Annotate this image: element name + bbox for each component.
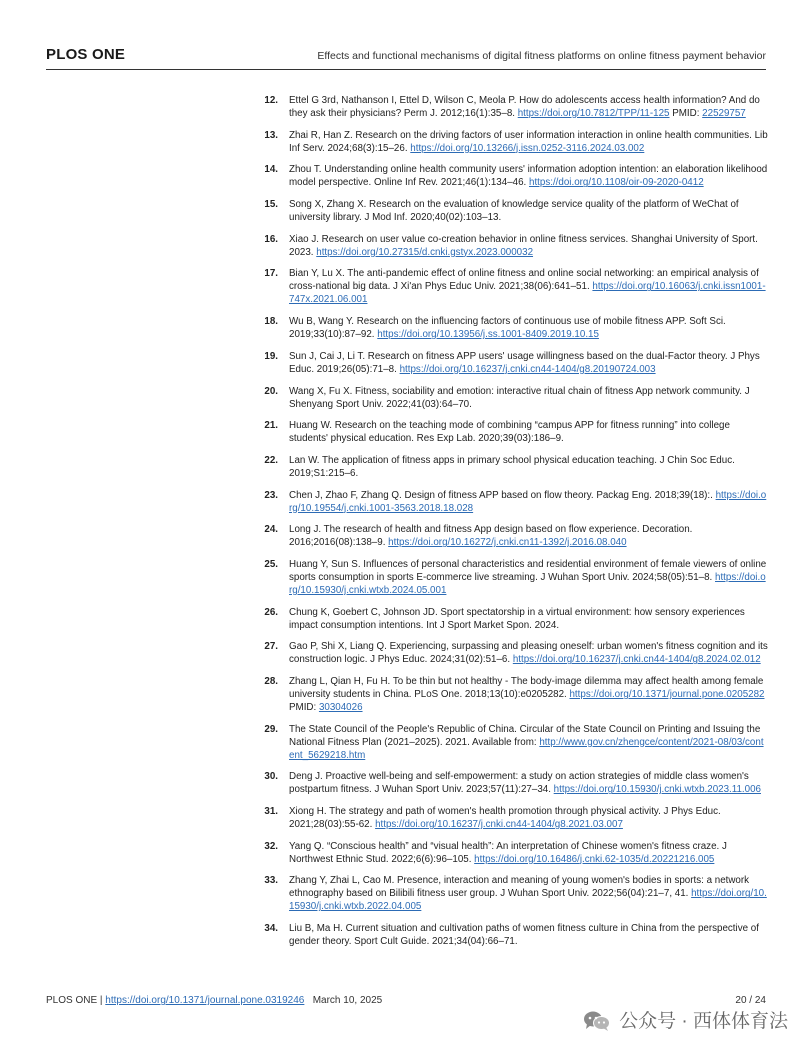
reference-doi-link[interactable]: https://doi.org/10.15930/j.cnki.wtxb.2023.11.006 bbox=[553, 784, 761, 796]
reference-text: Sun J, Cai J, Li T. Research on fitness APP users' usage willingness based on the dual-Factor theory. J Phys Educ. 2019;26(05):71–8. bbox=[289, 350, 760, 375]
reference-item bbox=[256, 129, 768, 155]
footer-doi-link[interactable]: https://doi.org/10.1371/journal.pone.0319246 bbox=[105, 995, 305, 1006]
reference-item bbox=[256, 606, 768, 632]
reference-text: Chen J, Zhao F, Zhang Q. Design of fitness APP based on flow theory. Packag Eng. 2018;39(18):. bbox=[289, 489, 716, 501]
reference-number: 21. bbox=[264, 420, 278, 432]
reference-number: 22. bbox=[264, 454, 278, 466]
reference-doi-link[interactable]: https://doi.org/10.1371/journal.pone.0205282 bbox=[569, 689, 765, 700]
reference-item bbox=[256, 198, 768, 224]
reference-text: Bian Y, Lu X. The anti-pandemic effect of online fitness and online social networking: an empirical analysis of cross-national big data. J Xi'an Phys Educ Univ. 2021;38(06):641–51. bbox=[289, 268, 759, 293]
journal-name: PLOS ONE bbox=[46, 46, 126, 63]
reference-number: 31. bbox=[264, 806, 278, 818]
reference-doi-link[interactable]: https://doi.org/10.16272/j.cnki.cn11-1392/j.2016.08.040 bbox=[388, 537, 627, 549]
reference-item bbox=[256, 163, 768, 189]
reference-text: Huang W. Research on the teaching mode of combining “campus APP for fitness running” into college students' physical education. Res Exp Lab. 2020;39(03):186–9. bbox=[289, 420, 730, 445]
reference-doi-link[interactable]: https://doi.org/10.16063/j.cnki.issn1001-747x.2021.06.001 bbox=[289, 281, 766, 306]
reference-pmid-link[interactable]: 22529757 bbox=[702, 108, 746, 119]
reference-doi-link[interactable]: https://doi.org/10.27315/d.cnki.gstyx.2023.000032 bbox=[316, 246, 534, 258]
footer-journal: PLOS ONE bbox=[46, 995, 98, 1006]
reference-text: Wang X, Fu X. Fitness, sociability and emotion: interactive ritual chain of fitness App network community. J Shenyang Sport Univ. 2022;41(03):64–70. bbox=[289, 385, 750, 410]
reference-text: The State Council of the People's Republic of China. Circular of the State Council on Printing and Issuing the National Fitness Plan (2021–2025). 2021. Available from: bbox=[289, 723, 761, 748]
reference-item bbox=[256, 267, 768, 306]
reference-doi-link[interactable]: https://doi.org/10.16237/j.cnki.cn44-1404/g8.2021.03.007 bbox=[375, 819, 623, 831]
reference-text: Huang Y, Sun S. Influences of personal characteristics and residential environment of female viewers of online sports consumption in sports E-commerce live streaming. J Wuhan Sport Univ. 2024;58(05):51–8. bbox=[289, 558, 767, 583]
reference-item bbox=[256, 489, 768, 515]
header-divider bbox=[46, 69, 766, 70]
reference-doi-link[interactable]: https://doi.org/10.16237/j.cnki.cn44-1404/g8.20190724.003 bbox=[399, 363, 656, 375]
reference-number: 30. bbox=[264, 771, 278, 783]
reference-item bbox=[256, 874, 768, 913]
reference-text: Lan W. The application of fitness apps in primary school physical education teaching. J Chin Soc Educ. 2019;S1:215–6. bbox=[289, 454, 735, 479]
reference-item bbox=[256, 770, 768, 796]
reference-text: Zhang L, Qian H, Fu H. To be thin but not healthy - The body-image dilemma may affect health among female university students in China. PLoS One. 2018;13(10):e0205282. bbox=[289, 676, 764, 700]
reference-number: 34. bbox=[264, 923, 278, 935]
reference-doi-link[interactable]: https://doi.org/10.16237/j.cnki.cn44-1404/g8.2024.02.012 bbox=[512, 654, 761, 666]
reference-text: Ettel G 3rd, Nathanson I, Ettel D, Wilson C, Meola P. How do adolescents access health information? And do they ask their physicians? Perm J. 2012;16(1):35–8. bbox=[289, 95, 760, 119]
reference-number: 16. bbox=[264, 233, 278, 245]
reference-item bbox=[256, 523, 768, 549]
reference-number: 28. bbox=[264, 676, 278, 687]
reference-text: Deng J. Proactive well-being and self-empowerment: a study on action strategies of middle class women's postpartum fitness. J Wuhan Sport Univ. 2023;57(11):27–34. bbox=[289, 771, 749, 796]
reference-item bbox=[256, 805, 768, 831]
reference-doi-link[interactable]: https://doi.org/10.7812/TPP/11-125 bbox=[517, 108, 670, 119]
reference-item bbox=[256, 419, 768, 445]
reference-item bbox=[256, 640, 768, 666]
reference-number: 14. bbox=[264, 164, 278, 176]
reference-text: Yang Q. “Conscious health” and “visual health”: An interpretation of Chinese women's fitness craze. J Northwest Ethnic Stud. 2022;6(6):96–105. bbox=[289, 840, 727, 865]
reference-item bbox=[256, 350, 768, 376]
reference-text: Zhou T. Understanding online health community users' information adoption intention: an elaboration likelihood model perspective. Online Inf Rev. 2021;46(1):134–46. bbox=[289, 164, 768, 189]
reference-item bbox=[256, 385, 768, 411]
reference-number: 29. bbox=[264, 723, 278, 735]
reference-item bbox=[256, 840, 768, 866]
page-number: 20 / 24 bbox=[735, 995, 766, 1006]
reference-item bbox=[256, 723, 768, 762]
reference-doi-link[interactable]: https://doi.org/10.13956/j.ss.1001-8409.2019.10.15 bbox=[377, 329, 599, 341]
reference-doi-link[interactable]: https://doi.org/10.19554/j.cnki.1001-3563.2018.18.028 bbox=[289, 489, 767, 514]
reference-item bbox=[256, 675, 768, 714]
reference-text: Chung K, Goebert C, Johnson JD. Sport spectatorship in a virtual environment: how sensory experiences impact consumption intentions. Int J Sport Market Spon. 2024. bbox=[289, 606, 745, 631]
reference-item bbox=[256, 94, 768, 120]
reference-pmid-label: PMID: bbox=[289, 702, 319, 713]
reference-doi-link[interactable]: http://www.gov.cn/zhengce/content/2021-08/03/content_5629218.htm bbox=[289, 736, 764, 761]
reference-number: 33. bbox=[264, 875, 278, 887]
footer-citation bbox=[46, 995, 382, 1006]
reference-doi-link[interactable]: https://doi.org/10.15930/j.cnki.wtxb.2024.05.001 bbox=[289, 571, 766, 596]
reference-doi-link[interactable]: https://doi.org/10.15930/j.cnki.wtxb.2022.04.005 bbox=[289, 888, 767, 913]
reference-number: 20. bbox=[264, 385, 278, 397]
reference-item bbox=[256, 233, 768, 259]
reference-number: 18. bbox=[264, 316, 278, 328]
reference-list bbox=[256, 94, 768, 957]
reference-pmid-label: PMID: bbox=[669, 108, 703, 119]
reference-number: 26. bbox=[264, 606, 278, 618]
reference-pmid-link[interactable]: 30304026 bbox=[318, 702, 363, 713]
reference-text: Wu B, Wang Y. Research on the influencing factors of continuous use of mobile fitness APP. Soft Sci. 2019;33(10):87–92. bbox=[289, 316, 726, 341]
reference-item bbox=[256, 922, 768, 948]
reference-text: Long J. The research of health and fitness App design based on flow experience. Decoration. 2016;2016(08):138–9. bbox=[289, 524, 693, 549]
reference-number: 13. bbox=[264, 129, 278, 141]
reference-text: Song X, Zhang X. Research on the evaluation of knowledge service quality of the platform of WeChat of university library. J Mod Inf. 2020;40(02):103–13. bbox=[289, 199, 739, 224]
wechat-icon bbox=[583, 1010, 611, 1030]
reference-number: 24. bbox=[264, 524, 278, 536]
watermark bbox=[583, 1006, 788, 1033]
reference-number: 19. bbox=[264, 350, 278, 362]
reference-number: 32. bbox=[264, 840, 278, 852]
reference-item bbox=[256, 454, 768, 480]
reference-number: 27. bbox=[264, 641, 278, 653]
reference-text: Gao P, Shi X, Liang Q. Experiencing, surpassing and pleasing oneself: urban women's fitness cognition and its construction logic. J Phys Educ. 2024;31(02):51–6. bbox=[289, 641, 768, 666]
reference-number: 15. bbox=[264, 199, 278, 211]
reference-text: Zhai R, Han Z. Research on the driving factors of user information interaction in online health communities. Lib Inf Serv. 2024;68(3):15–26. bbox=[289, 129, 768, 154]
footer-date: March 10, 2025 bbox=[312, 995, 383, 1006]
footer-separator: | bbox=[97, 995, 106, 1006]
reference-text: Xiong H. The strategy and path of women's health promotion through physical activity. J Phys Educ. 2021;28(03):55-62. bbox=[289, 806, 721, 831]
reference-doi-link[interactable]: https://doi.org/10.1108/oir-09-2020-0412 bbox=[529, 177, 704, 189]
reference-item bbox=[256, 315, 768, 341]
reference-doi-link[interactable]: https://doi.org/10.13266/j.issn.0252-3116.2024.03.002 bbox=[410, 142, 645, 154]
reference-text: Zhang Y, Zhai L, Cao M. Presence, interaction and meaning of young women's bodies in sports: a network ethnography based on Bilibili fitness user group. J Wuhan Sport Univ. 2022;56(04):21–7, 41. bbox=[289, 875, 750, 900]
reference-text: Liu B, Ma H. Current situation and cultivation paths of women fitness culture in China from the perspective of gender theory. Sport Cult Guide. 2021;34(04):66–71. bbox=[289, 923, 759, 948]
page-header bbox=[46, 44, 766, 68]
reference-number: 25. bbox=[264, 558, 278, 570]
reference-text: Xiao J. Research on user value co-creation behavior in online fitness services. Shanghai University of Sport. 2023. bbox=[289, 233, 758, 258]
reference-number: 17. bbox=[264, 268, 278, 280]
reference-number: 12. bbox=[264, 95, 278, 106]
running-title: Effects and functional mechanisms of digital fitness platforms on online fitness payment behavior bbox=[317, 50, 766, 62]
reference-doi-link[interactable]: https://doi.org/10.16486/j.cnki.62-1035/d.20221216.005 bbox=[474, 853, 715, 865]
watermark-text: 公众号 · 西体体育法 bbox=[619, 1011, 788, 1032]
reference-number: 23. bbox=[264, 489, 278, 501]
reference-item bbox=[256, 558, 768, 597]
